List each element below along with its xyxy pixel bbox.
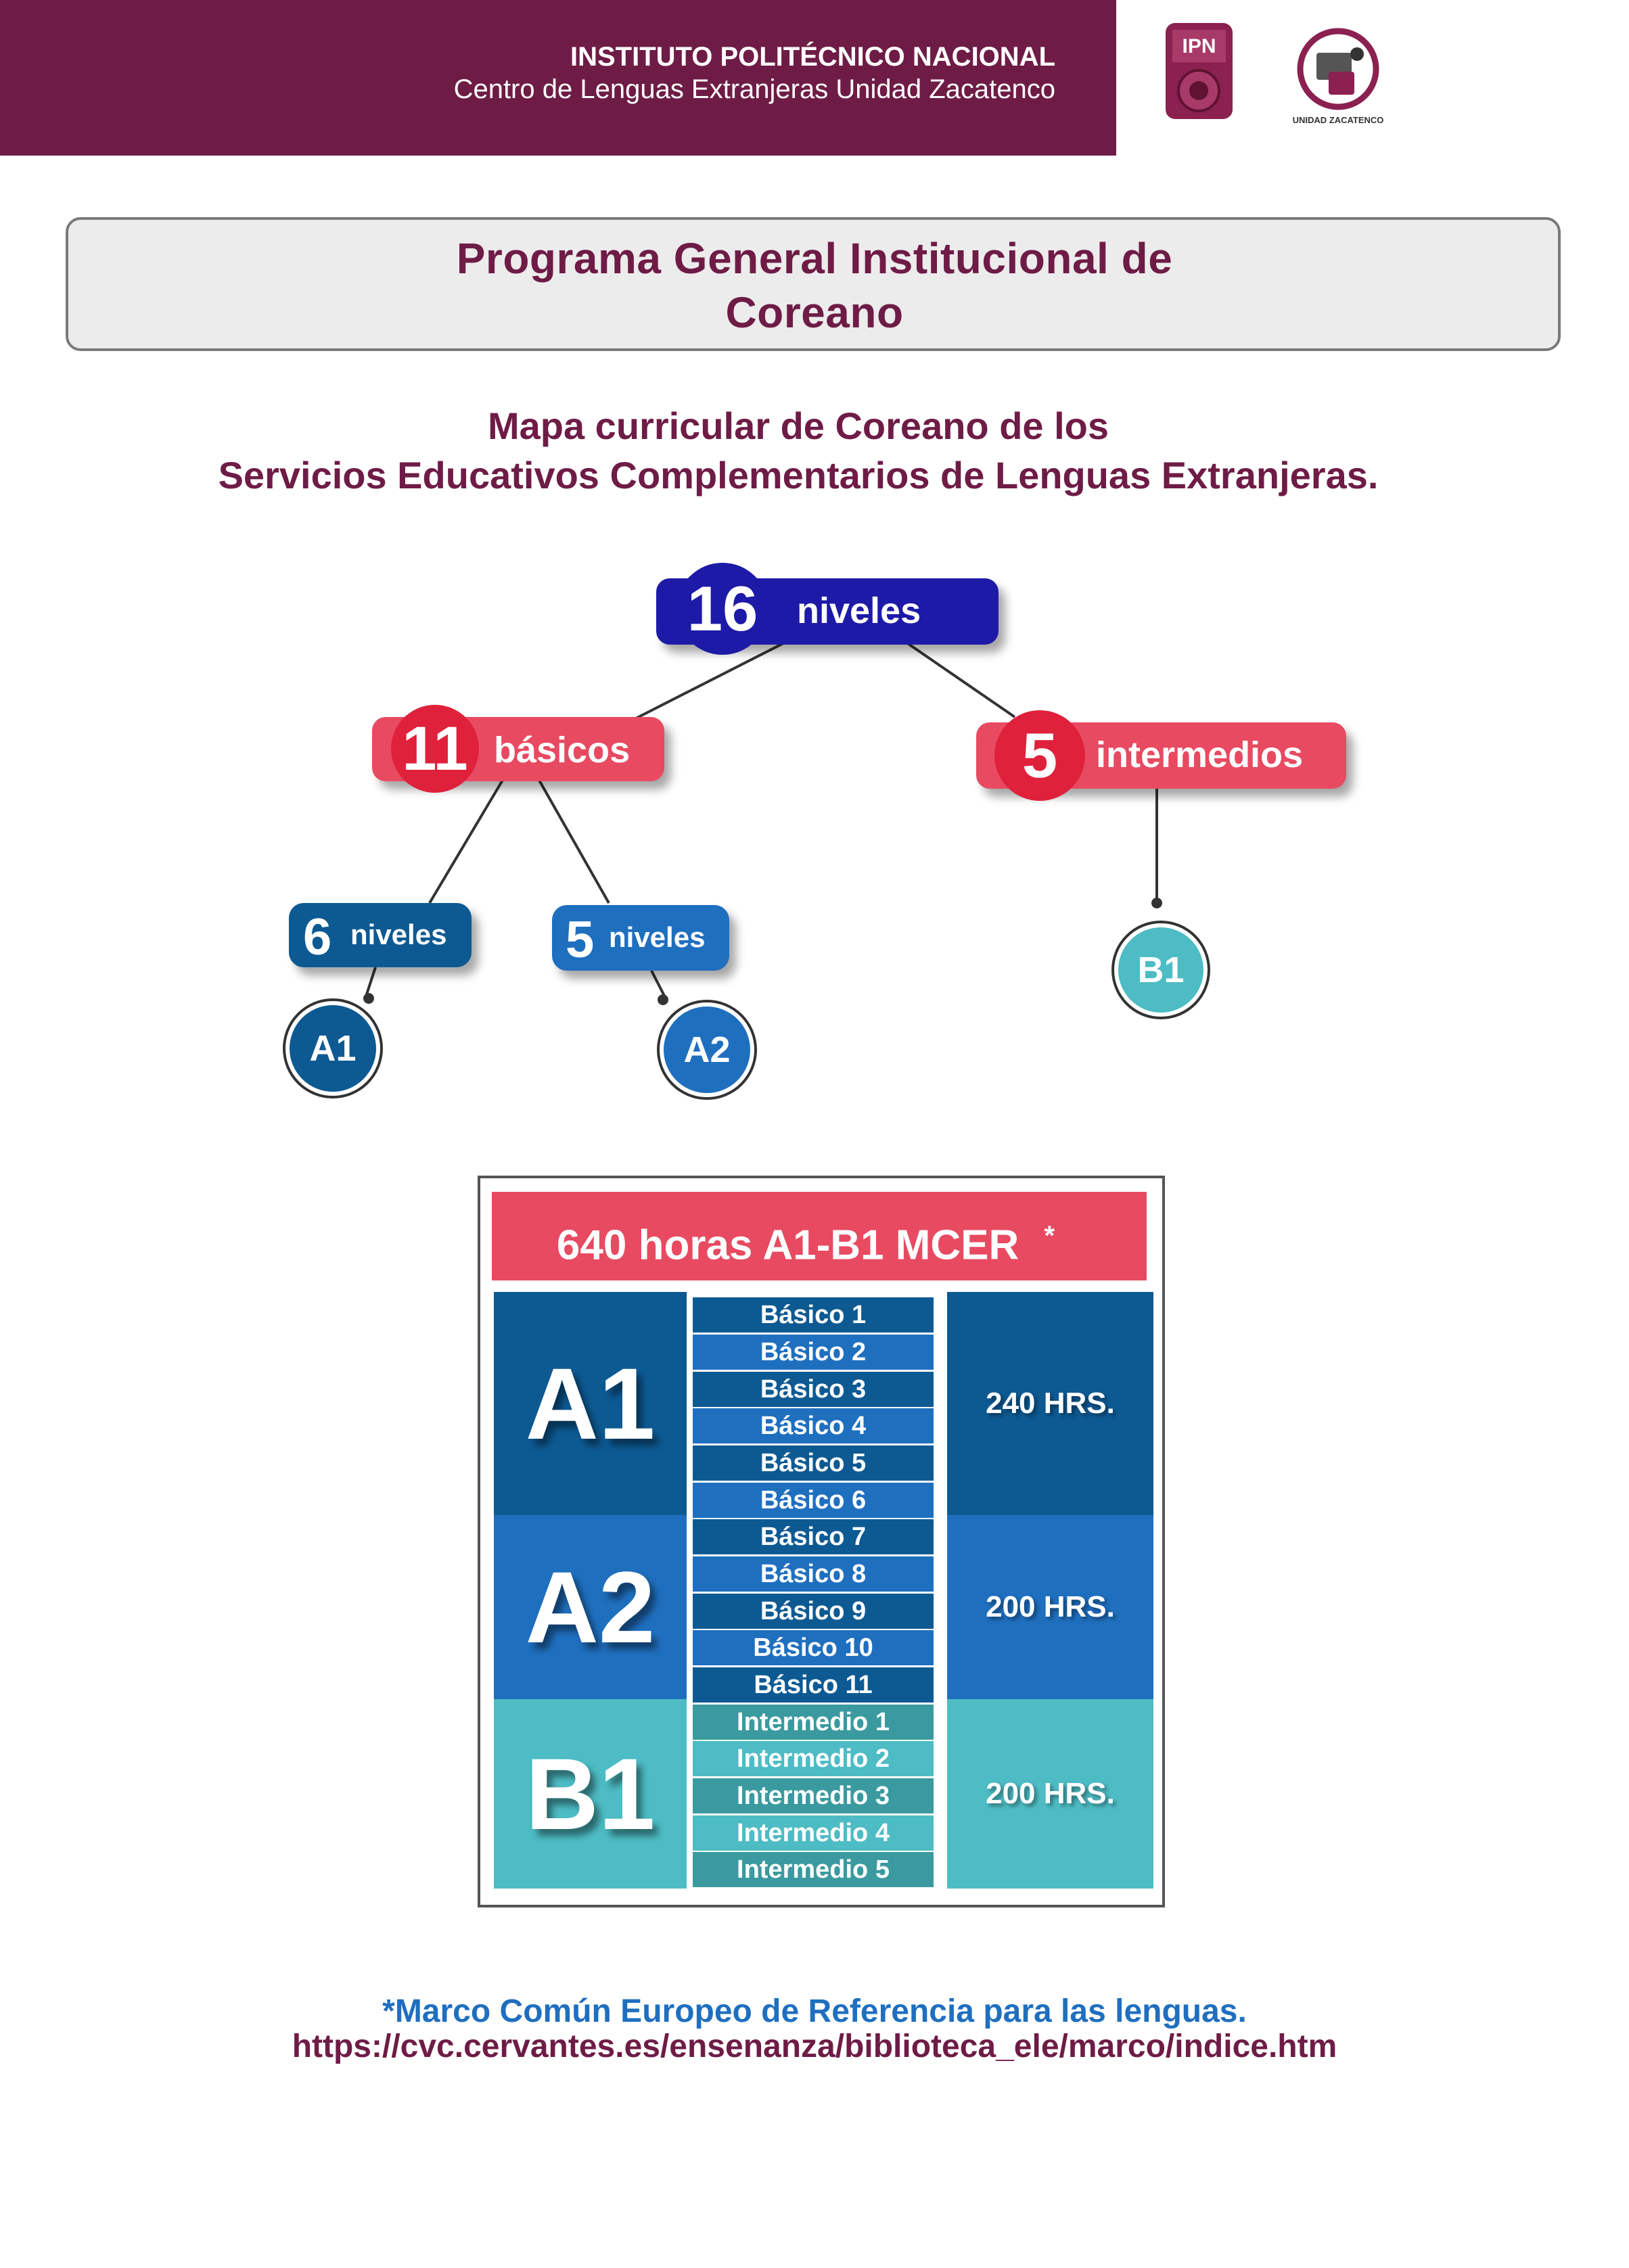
hours-table-title: 640 horas A1-B1 MCER xyxy=(556,1222,1019,1269)
course-row: Básico 1 xyxy=(693,1297,934,1333)
course-row: Básico 4 xyxy=(693,1408,934,1443)
course-row: Básico 10 xyxy=(693,1630,934,1665)
footer-note: *Marco Común Europeo de Referencia para las lenguas. xyxy=(382,1993,1247,2029)
hours-cell-a1-label: 240 HRS. xyxy=(986,1387,1115,1420)
hours-cell-a2 xyxy=(947,1515,1153,1699)
hours-cell-b1 xyxy=(947,1699,1153,1889)
a2-levels-label: niveles xyxy=(609,921,706,953)
institution-name: INSTITUTO POLITÉCNICO NACIONAL xyxy=(570,42,1055,72)
level-cell-b1 xyxy=(494,1699,687,1889)
level-cell-a1 xyxy=(494,1292,687,1515)
level-cell-a1-label: A1 xyxy=(525,1347,656,1460)
a1-level-circle: A1 xyxy=(285,1001,380,1096)
basic-levels-number: 11 xyxy=(391,705,479,793)
b1-level-circle: B1 xyxy=(1114,923,1208,1017)
course-row: Básico 9 xyxy=(693,1594,934,1629)
level-cell-a2 xyxy=(494,1515,687,1699)
total-levels-label: niveles xyxy=(797,591,921,631)
a1-levels-label: niveles xyxy=(350,919,447,950)
course-row: Básico 3 xyxy=(693,1372,934,1407)
intermediate-levels-label: intermedios xyxy=(1096,735,1304,775)
page-title-line1: Programa General Institucional de xyxy=(456,234,1173,283)
hours-table-asterisk: * xyxy=(1044,1221,1055,1251)
hours-cell-a2-label: 200 HRS. xyxy=(986,1590,1115,1623)
course-row: Básico 11 xyxy=(693,1667,934,1703)
page-title-line2: Coreano xyxy=(725,288,904,337)
intermediate-levels-number: 5 xyxy=(994,710,1085,801)
course-row: Intermedio 4 xyxy=(693,1815,934,1851)
course-row: Intermedio 5 xyxy=(693,1852,934,1887)
basic-levels-label: básicos xyxy=(494,730,630,770)
subtitle-line1: Mapa curricular de Coreano de los xyxy=(487,404,1109,447)
course-row: Intermedio 2 xyxy=(693,1741,934,1776)
a2-levels-number: 5 xyxy=(566,911,595,969)
course-row: Básico 7 xyxy=(693,1519,934,1554)
a1-levels-number: 6 xyxy=(303,908,332,966)
level-cell-a2-label: A2 xyxy=(525,1550,656,1664)
subtitle-line2: Servicios Educativos Complementarios de Lenguas Extranjeras. xyxy=(218,454,1379,496)
unit-name: Centro de Lenguas Extranjeras Unidad Zacatenco xyxy=(453,74,1055,104)
course-row: Básico 8 xyxy=(693,1556,934,1592)
hours-table-header xyxy=(492,1192,1147,1280)
course-row: Intermedio 3 xyxy=(693,1778,934,1813)
course-row: Básico 6 xyxy=(693,1483,934,1518)
level-cell-b1-label: B1 xyxy=(525,1737,656,1851)
course-row: Básico 5 xyxy=(693,1445,934,1481)
total-levels-number: 16 xyxy=(676,563,768,655)
ipn-logo-text: IPN xyxy=(1182,35,1216,57)
hours-cell-a1 xyxy=(947,1292,1153,1515)
hours-cell-b1-label: 200 HRS. xyxy=(986,1777,1115,1810)
course-row: Intermedio 1 xyxy=(693,1705,934,1740)
course-row: Básico 2 xyxy=(693,1335,934,1370)
a2-level-circle: A2 xyxy=(660,1002,754,1097)
footer-url[interactable]: https://cvc.cervantes.es/ensenanza/biblioteca_ele/marco/indice.htm xyxy=(292,2029,1337,2064)
cle-logo-text: UNIDAD ZACATENCO xyxy=(1292,115,1384,125)
